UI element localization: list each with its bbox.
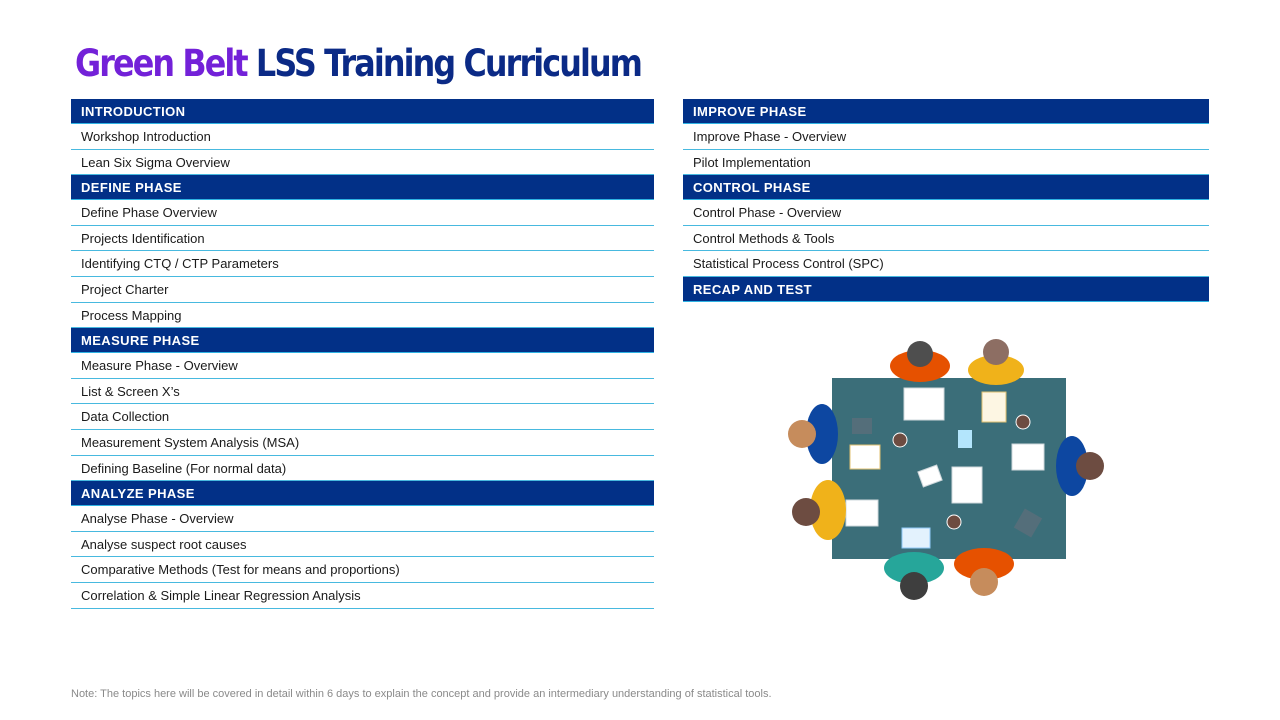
curriculum-left-column — [71, 99, 654, 609]
section-header-control: CONTROL PHASE — [683, 175, 1209, 200]
section-header-improve: IMPROVE PHASE — [683, 99, 1209, 124]
section-header-analyze: ANALYZE PHASE — [71, 481, 654, 506]
person-top-left — [890, 341, 950, 382]
report-icon — [952, 467, 982, 503]
document-icon — [982, 392, 1006, 422]
laptop-icon — [904, 388, 944, 420]
person-bottom-left — [884, 552, 944, 600]
topic-item: Statistical Process Control (SPC) — [683, 251, 1209, 277]
topic-item: Analyse suspect root causes — [71, 532, 654, 558]
topic-item: Data Collection — [71, 404, 654, 430]
section-header-introduction: INTRODUCTION — [71, 99, 654, 124]
footnote: Note: The topics here will be covered in detail within 6 days to explain the concept and provide an intermediary understanding of statistical tools. — [71, 688, 772, 700]
person-bottom-right — [954, 548, 1014, 596]
page-title — [75, 40, 641, 88]
document-icon — [846, 500, 878, 526]
team-meeting-illustration — [780, 330, 1110, 610]
topic-item: Correlation & Simple Linear Regression Analysis — [71, 583, 654, 609]
title-part-main: LSS Training Curriculum — [255, 42, 642, 85]
topic-item: List & Screen X’s — [71, 379, 654, 405]
person-top-right — [968, 339, 1024, 385]
topic-item: Control Methods & Tools — [683, 226, 1209, 252]
topic-item: Control Phase - Overview — [683, 200, 1209, 226]
coffee-cup-icon — [893, 433, 907, 447]
calculator-icon — [852, 418, 872, 434]
section-header-define: DEFINE PHASE — [71, 175, 654, 200]
coffee-cup-icon — [1016, 415, 1030, 429]
curriculum-right-column — [683, 99, 1209, 302]
topic-item: Project Charter — [71, 277, 654, 303]
person-left-lower — [792, 480, 846, 540]
topic-item: Defining Baseline (For normal data) — [71, 456, 654, 482]
topic-item: Define Phase Overview — [71, 200, 654, 226]
topic-item: Identifying CTQ / CTP Parameters — [71, 251, 654, 277]
phone-icon — [958, 430, 972, 448]
topic-item: Comparative Methods (Test for means and proportions) — [71, 557, 654, 583]
topic-item: Lean Six Sigma Overview — [71, 150, 654, 176]
person-right — [1056, 436, 1104, 496]
topic-item: Improve Phase - Overview — [683, 124, 1209, 150]
topic-item: Pilot Implementation — [683, 150, 1209, 176]
topic-item: Analyse Phase - Overview — [71, 506, 654, 532]
topic-item: Measurement System Analysis (MSA) — [71, 430, 654, 456]
topic-item: Projects Identification — [71, 226, 654, 252]
tablet-icon — [902, 528, 930, 548]
coffee-cup-icon — [947, 515, 961, 529]
chart-sheet-icon — [850, 445, 880, 469]
document-icon — [1012, 444, 1044, 470]
topic-item: Process Mapping — [71, 303, 654, 329]
title-part-green: Green Belt — [75, 42, 247, 85]
section-header-measure: MEASURE PHASE — [71, 328, 654, 353]
topic-item: Measure Phase - Overview — [71, 353, 654, 379]
section-header-recap: RECAP AND TEST — [683, 277, 1209, 302]
person-left — [788, 404, 838, 464]
topic-item: Workshop Introduction — [71, 124, 654, 150]
